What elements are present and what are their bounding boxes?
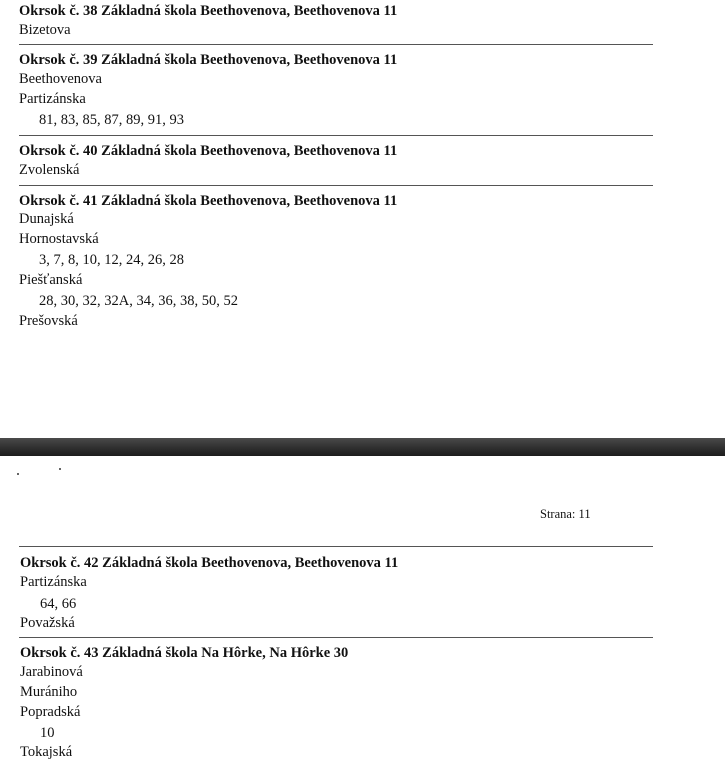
page-number: Strana: 11 [540,507,591,521]
street-name: Piešťanská [19,272,83,288]
house-numbers: 3, 7, 8, 10, 12, 24, 26, 28 [39,252,184,268]
section-divider [19,44,653,45]
section-divider [19,637,653,638]
house-numbers: 81, 83, 85, 87, 89, 91, 93 [39,112,184,128]
section-divider [19,135,653,136]
house-numbers: 64, 66 [40,596,77,612]
house-numbers: 10 [40,725,55,741]
street-name: Zvolenská [19,162,80,178]
district-38-heading: Okrsok č. 38 Základná škola Beethovenova, Beethovenova 11 [19,3,398,19]
district-42-heading: Okrsok č. 42 Základná škola Beethovenova, Beethovenova 11 [20,555,399,571]
district-40-heading: Okrsok č. 40 Základná škola Beethovenova, Beethovenova 11 [19,143,398,159]
section-divider [19,185,653,186]
street-name: Dunajská [19,211,74,227]
street-name: Prešovská [19,313,78,329]
scan-speck [17,473,19,475]
district-39-heading: Okrsok č. 39 Základná škola Beethovenova, Beethovenova 11 [19,52,398,68]
district-43-heading: Okrsok č. 43 Základná škola Na Hôrke, Na Hôrke 30 [20,645,349,661]
street-name: Murániho [20,684,78,700]
street-name: Bizetova [19,22,71,38]
street-name: Tokajská [20,744,73,760]
street-name: Partizánska [19,91,86,107]
street-name: Beethovenova [19,71,102,87]
street-name: Jarabinová [20,664,83,680]
district-41-heading: Okrsok č. 41 Základná škola Beethovenova, Beethovenova 11 [19,193,398,209]
street-name: Hornostavská [19,231,99,247]
document-page-2 [0,456,725,766]
street-name: Partizánska [20,574,87,590]
page-separator [0,438,725,456]
street-name: Považská [20,615,75,631]
house-numbers: 28, 30, 32, 32A, 34, 36, 38, 50, 52 [39,293,238,309]
street-name: Popradská [20,704,81,720]
section-divider [19,546,653,547]
scan-speck [59,468,61,470]
